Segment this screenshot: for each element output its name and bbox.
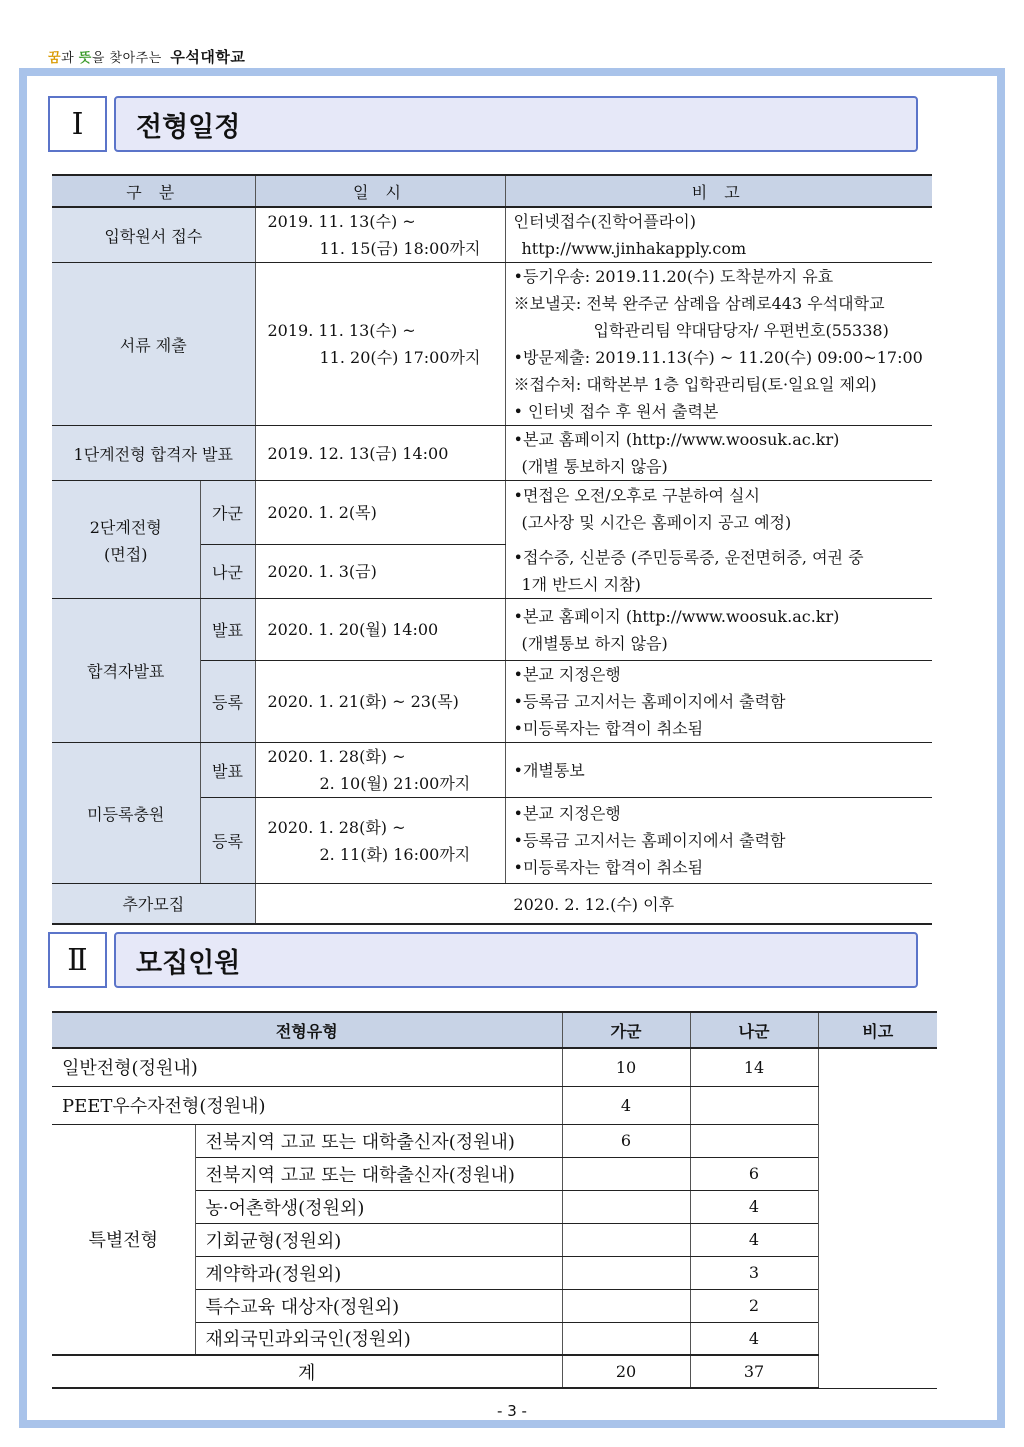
date-extra-ann-end: 2. 10(월) 21:00까지: [319, 774, 471, 793]
label-stage2-na: 나군: [200, 545, 255, 599]
label-stage2-main: 2단계전형: [89, 517, 162, 537]
note-stage2: [505, 481, 932, 599]
date-additional: 2020. 2. 12.(수) 이후: [255, 884, 932, 924]
note-apply: [505, 207, 932, 263]
row-pass-ann: [52, 599, 932, 661]
note-stage2-session: •면접은 오전/오후로 구분하여 실시: [513, 485, 760, 505]
row-apply: [52, 207, 932, 263]
quota-na-special: 4: [690, 1322, 818, 1355]
label-stage2-sub: (면접): [104, 544, 148, 564]
quota-header-row: [52, 1012, 937, 1048]
date-docs-end: 11. 20(수) 17:00까지: [319, 348, 481, 367]
label-apply: 입학원서 접수: [52, 207, 255, 263]
note-stage1-site: •본교 홈페이지 (http://www.woosuk.ac.kr): [513, 430, 840, 449]
slogan-word-dream: 꿈: [48, 51, 62, 66]
label-extra-ann: 발표: [200, 743, 255, 798]
note-extra-bank: •본교 지정은행: [513, 804, 621, 823]
quota-row-general: [52, 1048, 937, 1086]
quota-row-total: [52, 1355, 937, 1388]
header-remark: 비고: [818, 1012, 937, 1048]
note-stage2-id-2: 1개 반드시 지참): [521, 574, 641, 594]
row-additional: [52, 884, 932, 924]
date-pass-reg: 2020. 1. 21(화) ~ 23(목): [255, 661, 505, 743]
quota-name-special: 특수교육 대상자(정원외): [195, 1289, 562, 1322]
note-stage2-room: (고사장 및 시간은 홈페이지 공고 예정): [521, 512, 792, 532]
quota-na-special: 2: [690, 1289, 818, 1322]
quota-ga-special: [562, 1322, 690, 1355]
quota-total-ga: 20: [562, 1355, 690, 1388]
date-apply: [255, 207, 505, 263]
date-stage1: 2019. 12. 13(금) 14:00: [255, 426, 505, 481]
header-datetime: 일 시: [255, 175, 505, 207]
note-docs-visit: •방문제출: 2019.11.13(수) ~ 11.20(수) 09:00~17:00: [513, 348, 923, 367]
header-category: 구 분: [52, 175, 255, 207]
header-na: 나군: [690, 1012, 818, 1048]
note-pass-site: •본교 홈페이지 (http://www.woosuk.ac.kr): [513, 606, 840, 626]
header-slogan: [48, 46, 245, 67]
note-pass-bank: •본교 지정은행: [513, 665, 621, 684]
quota-name-peet: PEET우수자전형(정원내): [52, 1086, 562, 1124]
note-docs-address: ※보낼곳: 전북 완주군 삼례읍 삼례로443 우석대학교: [513, 294, 885, 313]
quota-table: [52, 1011, 937, 1389]
note-docs-office: ※접수처: 대학본부 1층 입학관리팀(토·일요일 제외): [513, 375, 877, 394]
quota-na-special: 3: [690, 1256, 818, 1289]
note-docs-team: 입학관리팀 약대담당자/ 우편번호(55338): [593, 321, 889, 340]
note-extra-reg: [505, 798, 932, 884]
quota-ga-special: [562, 1289, 690, 1322]
quota-ga-special: [562, 1157, 690, 1190]
header-ga: 가군: [562, 1012, 690, 1048]
quota-na-special: [690, 1124, 818, 1157]
section-1-number: Ⅰ: [48, 96, 107, 152]
quota-remark-cell: [818, 1048, 937, 1388]
section-2-title: 모집인원: [114, 932, 918, 988]
note-extra-ann: •개별통보: [505, 743, 932, 798]
note-stage2-id: •접수증, 신분증 (주민등록증, 운전면허증, 여권 중: [513, 547, 864, 567]
label-extra: 미등록충원: [52, 743, 200, 884]
label-stage2-ga: 가군: [200, 481, 255, 545]
quota-na-special: 4: [690, 1190, 818, 1223]
label-stage1: 1단계전형 합격자 발표: [52, 426, 255, 481]
quota-total-label: 계: [52, 1355, 562, 1388]
row-extra-ann: [52, 743, 932, 798]
quota-row-peet: [52, 1086, 937, 1124]
page-number: - 3 -: [497, 1402, 527, 1420]
slogan-text: 과: [61, 51, 79, 66]
row-docs: [52, 263, 932, 426]
date-stage2-na: 2020. 1. 3(금): [255, 545, 505, 599]
section-2-number: Ⅱ: [48, 932, 107, 988]
quota-name-special: 계약학과(정원외): [195, 1256, 562, 1289]
label-pass-ann: 발표: [200, 599, 255, 661]
quota-na-peet: [690, 1086, 818, 1124]
note-pass-noindividual: (개별통보 하지 않음): [521, 633, 668, 653]
quota-name-special: 농·어촌학생(정원외): [195, 1190, 562, 1223]
row-stage2-ga: [52, 481, 932, 545]
quota-name-special: 기회균형(정원외): [195, 1223, 562, 1256]
section-1-title: 전형일정: [114, 96, 918, 152]
date-docs-start: 2019. 11. 13(수) ~: [267, 321, 416, 340]
schedule-header-row: [52, 175, 932, 207]
note-docs-printout: • 인터넷 접수 후 원서 출력본: [513, 402, 719, 421]
row-stage1: [52, 426, 932, 481]
date-apply-end: 11. 15(금) 18:00까지: [319, 239, 481, 258]
label-extra-reg: 등록: [200, 798, 255, 884]
quota-name-special: 전북지역 고교 또는 대학출신자(정원내): [195, 1157, 562, 1190]
date-pass-ann: 2020. 1. 20(월) 14:00: [255, 599, 505, 661]
date-extra-ann: [255, 743, 505, 798]
note-pass-cancel: •미등록자는 합격이 취소됨: [513, 719, 704, 738]
slogan-text-2: 을 찾아주는: [91, 51, 162, 66]
quota-name-special: 전북지역 고교 또는 대학출신자(정원내): [195, 1124, 562, 1157]
slogan-word-will: 뜻: [78, 51, 92, 66]
date-extra-reg: [255, 798, 505, 884]
date-extra-reg-end: 2. 11(화) 16:00까지: [319, 844, 471, 864]
note-stage1: [505, 426, 932, 481]
note-docs: [505, 263, 932, 426]
quota-special-label: 특별전형: [52, 1124, 195, 1355]
quota-name-special: 재외국민과외국인(정원외): [195, 1322, 562, 1355]
schedule-table: [52, 174, 932, 925]
header-note: 비 고: [505, 175, 932, 207]
quota-row-special-0: [52, 1124, 937, 1157]
note-extra-cancel: •미등록자는 합격이 취소됨: [513, 858, 704, 877]
quota-ga-general: 10: [562, 1048, 690, 1086]
quota-ga-special: [562, 1223, 690, 1256]
note-extra-bill: •등록금 고지서는 홈페이지에서 출력함: [513, 831, 786, 850]
quota-na-special: 4: [690, 1223, 818, 1256]
date-extra-reg-start: 2020. 1. 28(화) ~: [267, 817, 406, 837]
header-type: 전형유형: [52, 1012, 562, 1048]
quota-na-general: 14: [690, 1048, 818, 1086]
label-stage2: [52, 481, 200, 599]
date-docs: [255, 263, 505, 426]
label-additional: 추가모집: [52, 884, 255, 924]
note-pass-bill: •등록금 고지서는 홈페이지에서 출력함: [513, 692, 786, 711]
note-apply-url: http://www.jinhakapply.com: [521, 239, 747, 258]
label-docs: 서류 제출: [52, 263, 255, 426]
quota-ga-special: [562, 1190, 690, 1223]
quota-ga-peet: 4: [562, 1086, 690, 1124]
label-pass: 합격자발표: [52, 599, 200, 743]
note-docs-mail: •등기우송: 2019.11.20(수) 도착분까지 유효: [513, 267, 834, 286]
quota-ga-special: [562, 1256, 690, 1289]
note-pass-reg: [505, 661, 932, 743]
label-pass-reg: 등록: [200, 661, 255, 743]
date-apply-start: 2019. 11. 13(수) ~: [267, 212, 416, 231]
date-extra-ann-start: 2020. 1. 28(화) ~: [267, 747, 406, 766]
quota-na-special: 6: [690, 1157, 818, 1190]
quota-name-general: 일반전형(정원내): [52, 1048, 562, 1086]
date-stage2-ga: 2020. 1. 2(목): [255, 481, 505, 545]
note-apply-online: 인터넷접수(진학어플라이): [513, 212, 697, 231]
quota-total-na: 37: [690, 1355, 818, 1388]
note-stage1-noindividual: (개별 통보하지 않음): [521, 457, 668, 476]
university-name: 우석대학교: [170, 48, 246, 66]
note-pass-ann: [505, 599, 932, 661]
quota-ga-special: 6: [562, 1124, 690, 1157]
